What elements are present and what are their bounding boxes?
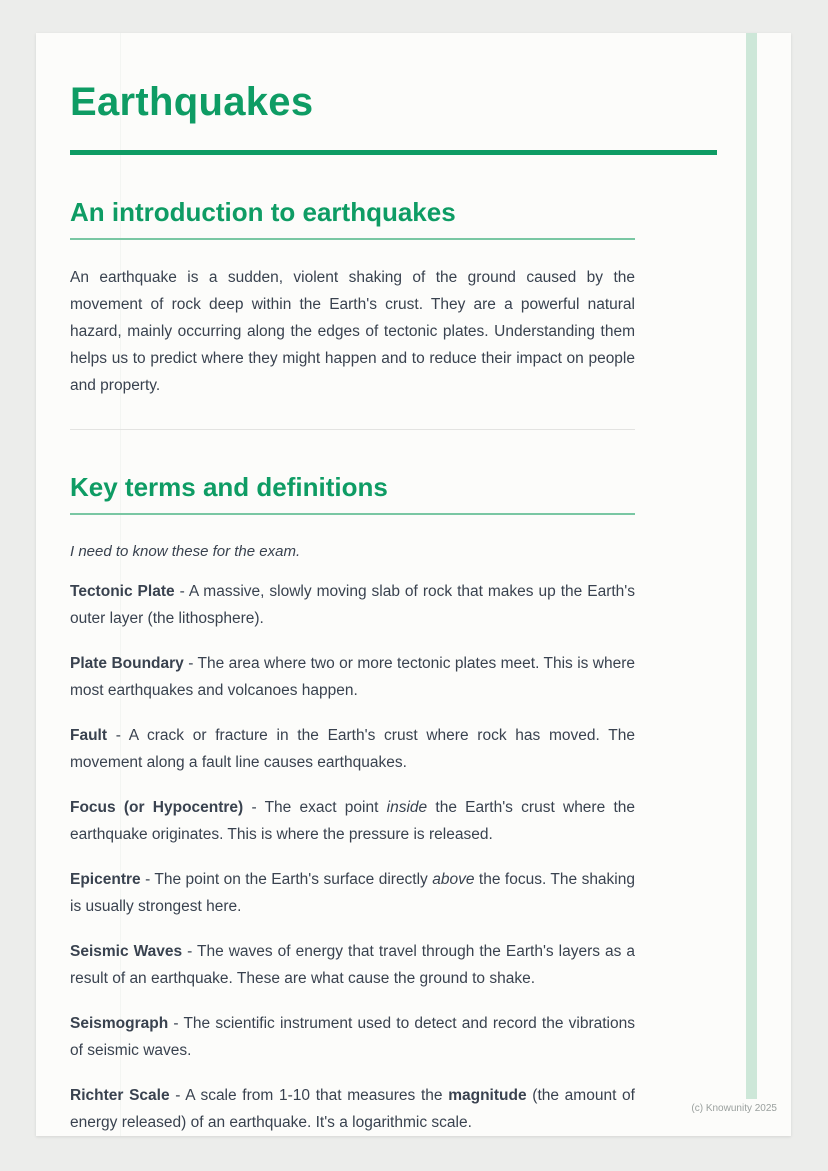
definition-text: (the amount of energy released) of an earthquake. It's a logarithmic scale. bbox=[70, 1087, 635, 1131]
definition-text: the focus. The shaking is usually strongest here. bbox=[70, 871, 635, 915]
definition-text: - A massive, slowly moving slab of rock that makes up the Earth's outer layer (the lithosphere). bbox=[70, 583, 635, 627]
definition-text: - A scale from 1-10 that measures the bbox=[169, 1087, 449, 1104]
definition-text: - The area where two or more tectonic plates meet. This is where most earthquakes and volcanoes happen. bbox=[70, 655, 635, 699]
section-divider bbox=[70, 429, 635, 430]
definition-term: Plate Boundary bbox=[70, 655, 184, 672]
definition-term: Epicentre bbox=[70, 871, 141, 888]
definition-text: - The point on the Earth's surface directly bbox=[140, 871, 433, 888]
definition-item bbox=[70, 1010, 635, 1064]
italic-text: inside bbox=[386, 799, 428, 816]
copyright-footer: (c) Knowunity 2025 bbox=[691, 1103, 777, 1114]
definition-text: - The waves of energy that travel through the Earth's layers as a result of an earthquake. These are what cause the ground to shake. bbox=[70, 943, 636, 987]
definition-text: - The scientific instrument used to detect and record the vibrations of seismic waves. bbox=[70, 1015, 635, 1059]
definition-text: - A crack or fracture in the Earth's crust where rock has moved. The movement along a fault line causes earthquakes. bbox=[70, 727, 635, 771]
definition-item bbox=[70, 578, 635, 632]
definition-item bbox=[70, 650, 635, 704]
section-heading-key-terms: Key terms and definitions bbox=[70, 472, 635, 515]
definition-item bbox=[70, 794, 635, 848]
definition-term: Fault bbox=[70, 727, 108, 744]
bold-text: magnitude bbox=[448, 1087, 527, 1104]
document-page bbox=[36, 33, 791, 1136]
italic-text: above bbox=[432, 871, 475, 888]
definition-text: the Earth's crust where the earthquake originates. This is where the pressure is released. bbox=[70, 799, 635, 843]
definition-item bbox=[70, 722, 635, 776]
exam-note: I need to know these for the exam. bbox=[70, 543, 301, 560]
page-content bbox=[36, 33, 791, 1136]
definition-text: - The exact point bbox=[243, 799, 387, 816]
definition-term: Tectonic Plate bbox=[70, 583, 175, 600]
section-heading-introduction: An introduction to earthquakes bbox=[70, 197, 635, 240]
definition-term: Richter Scale bbox=[70, 1087, 170, 1104]
definition-item bbox=[70, 938, 635, 992]
definition-term: Seismograph bbox=[70, 1015, 169, 1032]
definition-term: Focus (or Hypocentre) bbox=[70, 799, 244, 816]
intro-paragraph: An earthquake is a sudden, violent shaking of the ground caused by the movement of rock deep within the Earth's crust. They are a powerful natural hazard, mainly occurring along the edges of tectonic plates. Understanding them helps us to predict where they might happen and to reduce their impact on people and property. bbox=[70, 269, 635, 394]
definition-item bbox=[70, 1082, 635, 1136]
definition-item bbox=[70, 866, 635, 920]
definition-term: Seismic Waves bbox=[70, 943, 183, 960]
definitions-list bbox=[70, 578, 791, 1136]
page-title: Earthquakes bbox=[70, 80, 314, 124]
title-divider bbox=[70, 150, 717, 155]
